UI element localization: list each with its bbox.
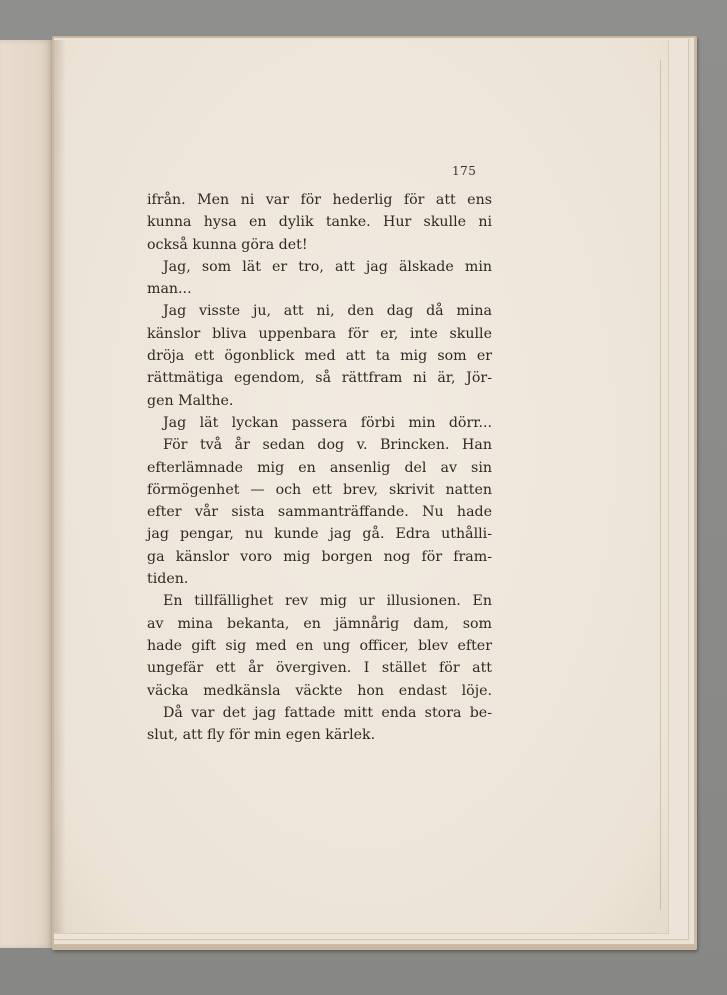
text-line: gen Malthe. bbox=[147, 392, 234, 409]
text-line: En tillfällighet rev mig ur illusionen. En bbox=[163, 593, 492, 610]
text-line: jag pengar, nu kunde jag gå. Edra uthålli- bbox=[147, 526, 492, 543]
text-line: hade gift sig med en ung officer, blev efter bbox=[147, 637, 492, 654]
text-line: För två år sedan dog v. Brincken. Han bbox=[163, 437, 492, 454]
text-line: rättmätiga egendom, så rättfram ni är, Jör- bbox=[147, 370, 492, 387]
gutter-shadow bbox=[54, 40, 66, 933]
text-line: slut, att fly för min egen kärlek. bbox=[147, 727, 376, 744]
text-line: man... bbox=[147, 281, 192, 298]
left-facing-page-edge bbox=[0, 40, 53, 948]
text-line: Då var det jag fattade mitt enda stora be- bbox=[163, 704, 492, 721]
text-line: förmögenhet — och ett brev, skrivit natten bbox=[147, 481, 492, 498]
text-line: ga känslor voro mig borgen nog för fram- bbox=[147, 548, 492, 565]
text-line: ifrån. Men ni var för hederlig för att ens bbox=[147, 192, 492, 208]
text-line: Jag visste ju, att ni, den dag då mina bbox=[163, 303, 492, 320]
page-number: 175 bbox=[452, 164, 477, 178]
text-line: av mina bekanta, en jämnårig dam, som bbox=[147, 615, 492, 632]
page-edge-line bbox=[660, 60, 661, 910]
text-line: Jag lät lyckan passera förbi min dörr... bbox=[163, 414, 492, 431]
text-line: kunna hysa en dylik tanke. Hur skulle ni bbox=[147, 214, 492, 231]
text-line: känslor bliva uppenbara för er, inte skulle bbox=[147, 325, 492, 342]
text-line: Jag, som lät er tro, att jag älskade min bbox=[163, 258, 492, 275]
text-line: efter vår sista sammanträffande. Nu hade bbox=[147, 504, 492, 521]
body-text bbox=[147, 189, 492, 746]
text-line: dröja ett ögonblick med att ta mig som er bbox=[147, 348, 492, 365]
text-line: också kunna göra det! bbox=[147, 236, 308, 253]
text-line: efterlämnade mig en ansenlig del av sin bbox=[147, 459, 492, 476]
text-line: ungefär ett år övergiven. I stället för att bbox=[147, 660, 492, 677]
text-line: tiden. bbox=[147, 571, 189, 588]
text-line: väcka medkänsla väckte hon endast löje. bbox=[147, 682, 492, 699]
